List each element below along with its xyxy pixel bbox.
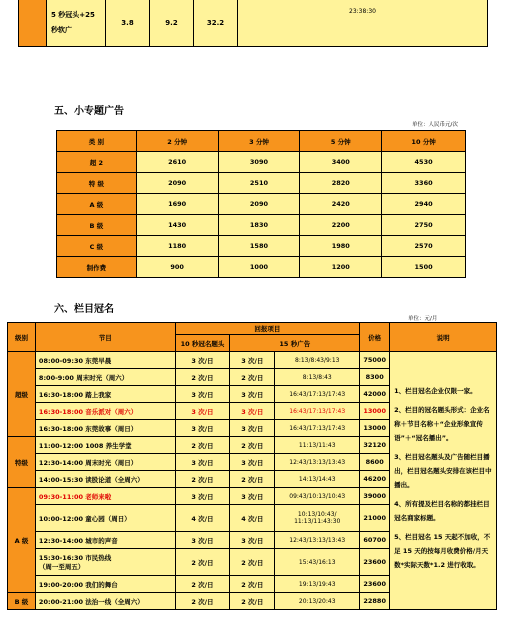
header-program: 节目	[35, 323, 175, 352]
header-return: 回报项目	[175, 323, 360, 335]
section5-row	[57, 152, 466, 173]
price-cell: 1200	[300, 257, 382, 278]
time-cell: 12:30-14:00 周末时光（周日）	[35, 454, 175, 471]
c15a-cell: 3 次/日	[230, 386, 275, 403]
time-cell: 10:00-12:00 童心园（周日）	[35, 505, 175, 532]
c15b-cell: 16:43/17:13/17:43	[275, 403, 360, 420]
c10-cell: 3 次/日	[175, 386, 230, 403]
fragment-value-3: 32.2	[194, 0, 238, 46]
category-cell: 制作费	[57, 257, 137, 278]
price-cell: 8600	[360, 454, 390, 471]
c15a-cell: 2 次/日	[230, 549, 275, 576]
time-cell: 12:30-14:00 城市的声音	[35, 532, 175, 549]
time-cell: 20:00-21:00 法治一线（全周六）	[35, 593, 175, 610]
price-cell: 42000	[360, 386, 390, 403]
section6-table	[7, 322, 497, 610]
c15a-cell: 2 次/日	[230, 593, 275, 610]
c10-cell: 2 次/日	[175, 593, 230, 610]
price-cell: 4530	[382, 152, 466, 173]
header-5min: 5 分钟	[300, 131, 382, 152]
time-cell: 16:30-18:00 踏上我家	[35, 386, 175, 403]
price-cell: 2750	[382, 215, 466, 236]
price-cell: 46200	[360, 471, 390, 488]
price-cell: 1580	[218, 236, 300, 257]
c15a-cell: 3 次/日	[230, 403, 275, 420]
note-item: 2、栏目的冠名题头形式：企业名称＋节目名称＋“企业形象宣传语”＋“冠名播出”。	[394, 406, 490, 442]
time-cell: 16:30-18:00 东莞故事（周日）	[35, 420, 175, 437]
c10-cell: 2 次/日	[175, 437, 230, 454]
level-cell: B 级	[8, 593, 36, 610]
price-cell: 1430	[136, 215, 218, 236]
c10-cell: 2 次/日	[175, 576, 230, 593]
category-cell: 超 2	[57, 152, 137, 173]
price-cell: 23600	[360, 549, 390, 576]
section5-table	[56, 130, 466, 278]
header-10s: 10 秒冠名题头	[175, 335, 230, 352]
price-cell: 2090	[218, 194, 300, 215]
c10-cell: 3 次/日	[175, 352, 230, 369]
price-cell: 2420	[300, 194, 382, 215]
price-cell: 23600	[360, 576, 390, 593]
header-2min: 2 分钟	[136, 131, 218, 152]
section5-row	[57, 236, 466, 257]
c15b-cell: 12:43/13:13/13:43	[275, 532, 360, 549]
header-note: 说明	[390, 323, 497, 352]
program-row	[8, 352, 497, 369]
price-cell: 2090	[136, 173, 218, 194]
notes-cell	[390, 352, 497, 610]
time-cell: 19:00-20:00 我们的舞台	[35, 576, 175, 593]
c15b-cell: 11:13/11:43	[275, 437, 360, 454]
header-3min: 3 分钟	[218, 131, 300, 152]
level-cell: 超级	[8, 352, 36, 437]
section5-row	[57, 173, 466, 194]
c10-cell: 2 次/日	[175, 549, 230, 576]
time-cell: 14:00-15:30 读股论道（全周六）	[35, 471, 175, 488]
price-cell: 2940	[382, 194, 466, 215]
note-item: 3、栏目冠名题头及广告随栏目播出，栏目冠名题头安排在该栏目中播出。	[394, 453, 492, 489]
c15a-cell: 3 次/日	[230, 488, 275, 505]
c10-cell: 3 次/日	[175, 488, 230, 505]
section5-row	[57, 215, 466, 236]
c15a-cell: 3 次/日	[230, 532, 275, 549]
c15b-cell: 10:13/10:43/ 11:13/11:43:30	[275, 505, 360, 532]
header-15s: 15 秒广告	[230, 335, 360, 352]
price-cell: 2570	[382, 236, 466, 257]
c15b-cell: 09:43/10:13/10:43	[275, 488, 360, 505]
c15b-cell: 19:13/19:43	[275, 576, 360, 593]
price-cell: 13000	[360, 403, 390, 420]
price-cell: 2610	[136, 152, 218, 173]
time-cell: 16:30-18:00 音乐派对（周六）	[35, 403, 175, 420]
c15b-cell: 16:43/17:13/17:43	[275, 386, 360, 403]
header-category: 类 别	[57, 131, 137, 152]
note-item: 4、所有提及栏目名称的都挂栏目冠名商家标题。	[394, 500, 490, 522]
c10-cell: 2 次/日	[175, 369, 230, 386]
price-cell: 3090	[218, 152, 300, 173]
c15b-cell: 8:13/8:43	[275, 369, 360, 386]
c10-cell: 3 次/日	[175, 532, 230, 549]
c10-cell: 4 次/日	[175, 505, 230, 532]
time-cell: 8:00-9:00 周末时光（周六）	[35, 369, 175, 386]
c15b-cell: 12:43/13:13/13:43	[275, 454, 360, 471]
price-cell: 32120	[360, 437, 390, 454]
c10-cell: 3 次/日	[175, 420, 230, 437]
c15a-cell: 2 次/日	[230, 471, 275, 488]
price-cell: 2200	[300, 215, 382, 236]
price-cell: 21000	[360, 505, 390, 532]
time-cell: 15:30-16:30 市民热线 （周一至周五）	[35, 549, 175, 576]
c15b-cell: 16:43/17:13/17:43	[275, 420, 360, 437]
fragment-label-cell	[47, 0, 106, 46]
c15a-cell: 4 次/日	[230, 505, 275, 532]
price-cell: 3400	[300, 152, 382, 173]
category-cell: C 级	[57, 236, 137, 257]
section6-title: 六、栏目冠名	[54, 304, 114, 315]
c15a-cell: 3 次/日	[230, 454, 275, 471]
price-cell: 8300	[360, 369, 390, 386]
fragment-value-2: 9.2	[150, 0, 194, 46]
price-cell: 1830	[218, 215, 300, 236]
c15b-cell: 8:13/8:43/9:13	[275, 352, 360, 369]
previous-table-fragment	[18, 0, 488, 47]
time-cell: 08:00-09:30 东莞早晨	[35, 352, 175, 369]
fragment-label-b: 秒软广	[51, 26, 72, 34]
fragment-orange-cell	[19, 0, 47, 46]
c15b-cell: 20:13/20:43	[275, 593, 360, 610]
price-cell: 1000	[218, 257, 300, 278]
fragment-time: 23:38:30	[238, 0, 487, 46]
c10-cell: 3 次/日	[175, 454, 230, 471]
fragment-value-1: 3.8	[106, 0, 150, 46]
c15a-cell: 2 次/日	[230, 369, 275, 386]
header-10min: 10 分钟	[382, 131, 466, 152]
c10-cell: 2 次/日	[175, 471, 230, 488]
category-cell: B 级	[57, 215, 137, 236]
price-cell: 13000	[360, 420, 390, 437]
note-item: 1、栏目冠名企业仅限一家。	[394, 387, 477, 395]
price-cell: 39000	[360, 488, 390, 505]
section5-row	[57, 194, 466, 215]
c15a-cell: 3 次/日	[230, 420, 275, 437]
price-cell: 1180	[136, 236, 218, 257]
category-cell: A 级	[57, 194, 137, 215]
section5-title: 五、小专题广告	[54, 106, 124, 117]
c15a-cell: 2 次/日	[230, 576, 275, 593]
header-price: 价格	[360, 323, 390, 352]
c15a-cell: 3 次/日	[230, 352, 275, 369]
price-cell: 2510	[218, 173, 300, 194]
fragment-label-a: 5 秒冠头+25	[51, 11, 95, 19]
price-cell: 22880	[360, 593, 390, 610]
level-cell: 特级	[8, 437, 36, 488]
price-cell: 1980	[300, 236, 382, 257]
price-cell: 1690	[136, 194, 218, 215]
c15b-cell: 14:13/14:43	[275, 471, 360, 488]
price-cell: 1500	[382, 257, 466, 278]
time-cell: 09:30-11:00 老师来啦	[35, 488, 175, 505]
price-cell: 2820	[300, 173, 382, 194]
category-cell: 特 级	[57, 173, 137, 194]
price-cell: 60700	[360, 532, 390, 549]
price-cell: 900	[136, 257, 218, 278]
c15b-cell: 15:43/16:13	[275, 549, 360, 576]
time-cell: 11:00-12:00 1008 养生学堂	[35, 437, 175, 454]
price-cell: 3360	[382, 173, 466, 194]
level-cell: A 级	[8, 488, 36, 593]
note-item: 5、栏目冠名 15 天起不加收，不足 15 天的按每月收费价格/月天数*实际天数*1.2 进行收取。	[394, 533, 491, 569]
c15a-cell: 2 次/日	[230, 437, 275, 454]
header-level: 级别	[8, 323, 36, 352]
c10-cell: 3 次/日	[175, 403, 230, 420]
section5-row	[57, 257, 466, 278]
price-cell: 75000	[360, 352, 390, 369]
section5-unit: 单位：人民币元/次	[412, 122, 458, 128]
section6-unit: 单位：元/月	[408, 316, 438, 322]
